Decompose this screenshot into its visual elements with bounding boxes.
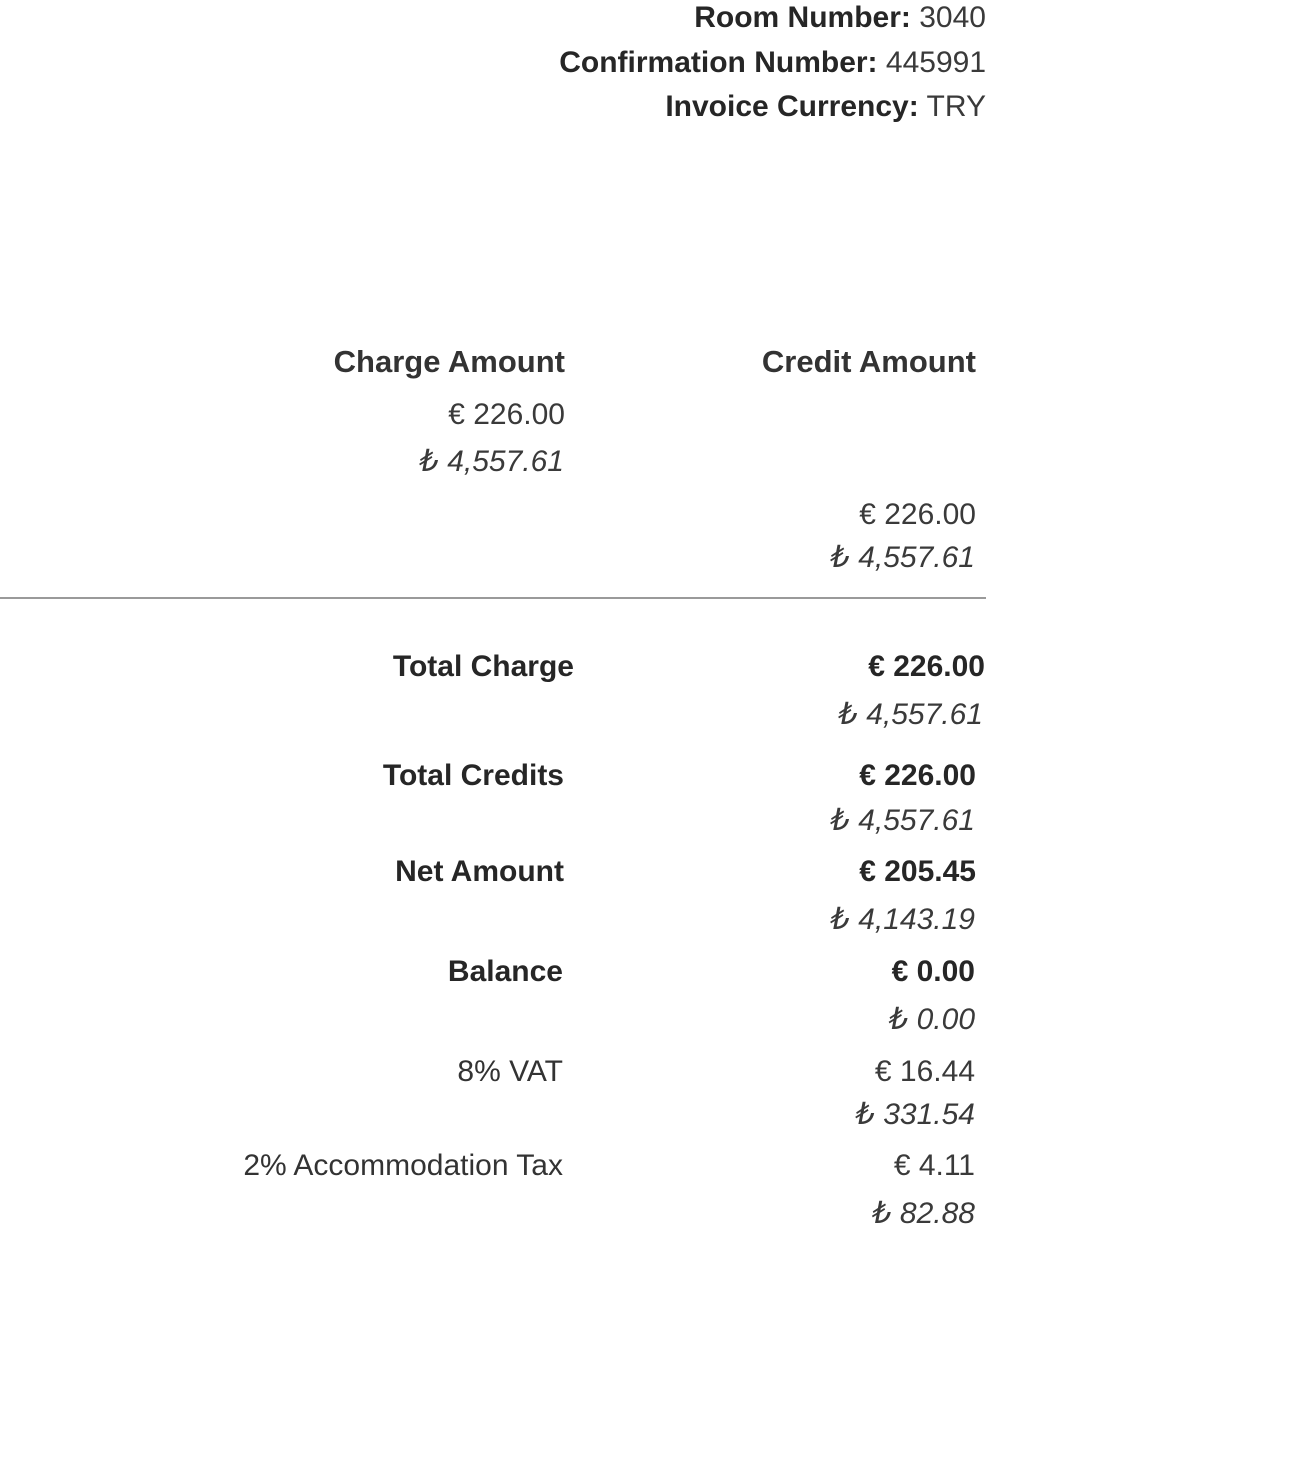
credit-amount-try: ₺ 4,557.61: [830, 541, 975, 574]
confirmation-number-label: Confirmation Number:: [559, 46, 878, 79]
balance-label: Balance: [447, 955, 563, 988]
vat-try: ₺ 331.54: [855, 1098, 975, 1131]
net-amount-eur: € 205.45: [859, 855, 976, 888]
credit-amount-header: Credit Amount: [761, 344, 976, 379]
room-number-value: 3040: [919, 1, 986, 34]
total-credits-label: Total Credits: [382, 759, 564, 792]
total-credits-try: ₺ 4,557.61: [830, 804, 975, 837]
confirmation-number-value: 445991: [885, 46, 986, 79]
net-amount-try: ₺ 4,143.19: [830, 903, 975, 936]
charge-amount-header: Charge Amount: [333, 344, 565, 379]
table-divider: [0, 597, 986, 599]
balance-try: ₺ 0.00: [889, 1003, 975, 1036]
vat-eur: € 16.44: [874, 1055, 975, 1088]
confirmation-number-line: [559, 46, 986, 80]
invoice-currency-value: TRY: [926, 90, 986, 123]
accommodation-tax-try: ₺ 82.88: [872, 1197, 975, 1230]
total-credits-eur: € 226.00: [859, 759, 976, 792]
balance-eur: € 0.00: [891, 955, 975, 988]
charge-amount-try: ₺ 4,557.61: [419, 445, 564, 478]
invoice-currency-label: Invoice Currency:: [665, 90, 919, 123]
total-charge-label: Total Charge: [392, 650, 574, 683]
vat-label: 8% VAT: [457, 1055, 563, 1088]
room-number-label: Room Number:: [694, 1, 911, 34]
invoice-currency-line: [665, 90, 986, 124]
net-amount-label: Net Amount: [395, 855, 564, 888]
total-charge-eur: € 226.00: [868, 650, 985, 683]
accommodation-tax-label: 2% Accommodation Tax: [243, 1149, 563, 1182]
credit-amount-eur: € 226.00: [859, 498, 976, 531]
total-charge-try: ₺ 4,557.61: [838, 698, 983, 731]
room-number-line: [694, 1, 986, 35]
accommodation-tax-eur: € 4.11: [893, 1149, 975, 1182]
charge-amount-eur: € 226.00: [448, 398, 565, 431]
